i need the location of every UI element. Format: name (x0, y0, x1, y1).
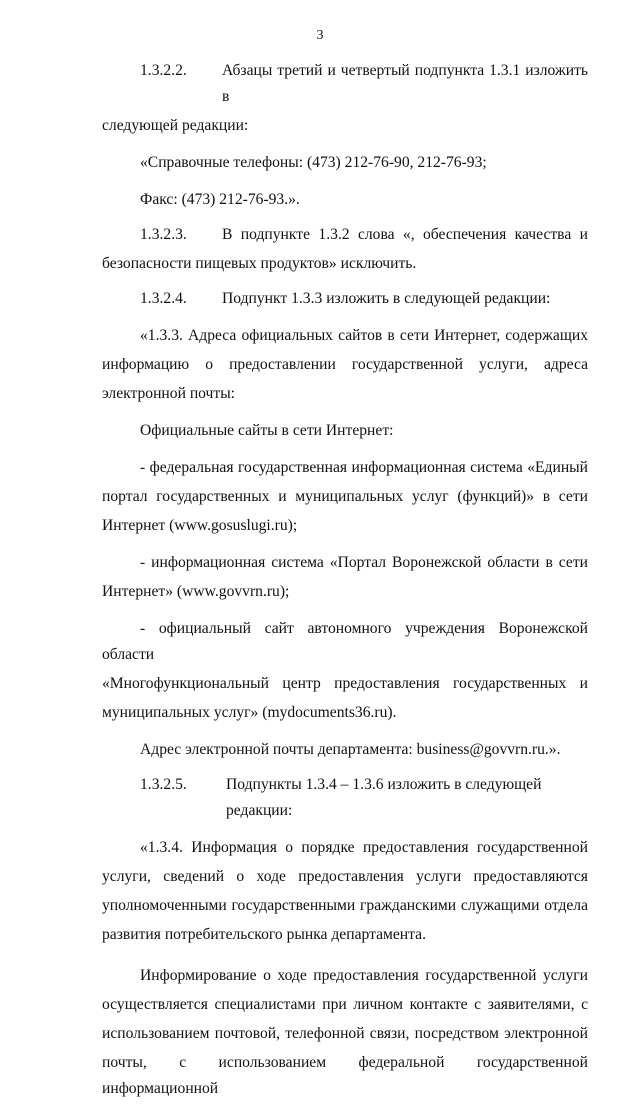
list-item-mfc (102, 616, 588, 729)
paragraph-fax: Факс: (473) 212-76-93.». (140, 191, 300, 208)
text-line: муниципальных услуг» (mydocuments36.ru). (102, 704, 397, 721)
text-line: портал государственных и муниципальных услуг (функций)» в сети (102, 488, 588, 505)
text-line: осуществляется специалистами при личном контакте с заявителями, с (102, 996, 588, 1013)
clause-number: 1.3.2.2. (140, 62, 187, 79)
text-line: следующей редакции: (102, 117, 249, 134)
text-line: развития потребительского рынка департамента. (102, 926, 426, 943)
paragraph-informing (102, 963, 588, 1105)
clause-number: 1.3.2.3. (140, 226, 187, 243)
text-line: Информирование о ходе предоставления государственной услуги (140, 967, 588, 984)
text-line: уполномоченными государственными гражданскими служащими отдела (102, 897, 588, 914)
text-line: электронной почты: (102, 385, 236, 402)
paragraph-phones: «Справочные телефоны: (473) 212-76-90, 212-76-93; (140, 154, 487, 171)
text-line: услуги, сведений о ходе предоставления услуги предоставляются (102, 868, 588, 885)
paragraph-1-3-4 (102, 835, 588, 951)
text-line: почты, с использованием федеральной государственной информационной (102, 1054, 588, 1097)
paragraph-email: Адрес электронной почты департамента: business@govvrn.ru.». (140, 741, 561, 758)
text-line: использованием почтовой, телефонной связи, посредством электронной (102, 1025, 588, 1042)
text-line: - федеральная государственная информационная система «Единый (140, 459, 588, 476)
list-item-govvrn (102, 550, 588, 608)
document-body (102, 58, 588, 1105)
text-line: - официальный сайт автономного учреждения Воронежской области (102, 620, 588, 663)
text-line: «1.3.3. Адреса официальных сайтов в сети Интернет, содержащих (140, 327, 588, 344)
text-line: «1.3.4. Информация о порядке предоставления государственной (140, 839, 588, 856)
text-line: В подпункте 1.3.2 слова «, обеспечения качества и (222, 226, 588, 243)
page-number: 3 (316, 28, 324, 43)
text-line: - информационная система «Портал Воронежской области в сети (140, 554, 588, 571)
text-line: безопасности пищевых продуктов» исключить. (102, 255, 417, 272)
paragraph-1-3-2-4 (102, 286, 588, 315)
text-line: Подпункты 1.3.4 – 1.3.6 изложить в следующей редакции: (226, 776, 542, 819)
text-line: Абзацы третий и четвертый подпункта 1.3.1 изложить в (222, 62, 588, 105)
paragraph-sites-heading: Официальные сайты в сети Интернет: (140, 422, 394, 439)
text-line: Интернет» (www.govvrn.ru); (102, 583, 290, 600)
paragraph-1-3-3 (102, 323, 588, 410)
text-line: информацию о предоставлении государственной услуги, адреса (102, 356, 588, 373)
clause-number: 1.3.2.4. (140, 290, 187, 307)
text-line: Интернет (www.gosuslugi.ru); (102, 517, 298, 534)
text-line: «Многофункциональный центр предоставления государственных и (102, 675, 588, 692)
paragraph-1-3-2-5 (102, 772, 588, 827)
paragraph-1-3-2-3 (102, 222, 588, 251)
text-line: Подпункт 1.3.3 изложить в следующей редакции: (222, 290, 551, 307)
clause-number: 1.3.2.5. (140, 776, 187, 793)
list-item-gosuslugi (102, 455, 588, 542)
paragraph-1-3-2-2 (102, 58, 588, 113)
